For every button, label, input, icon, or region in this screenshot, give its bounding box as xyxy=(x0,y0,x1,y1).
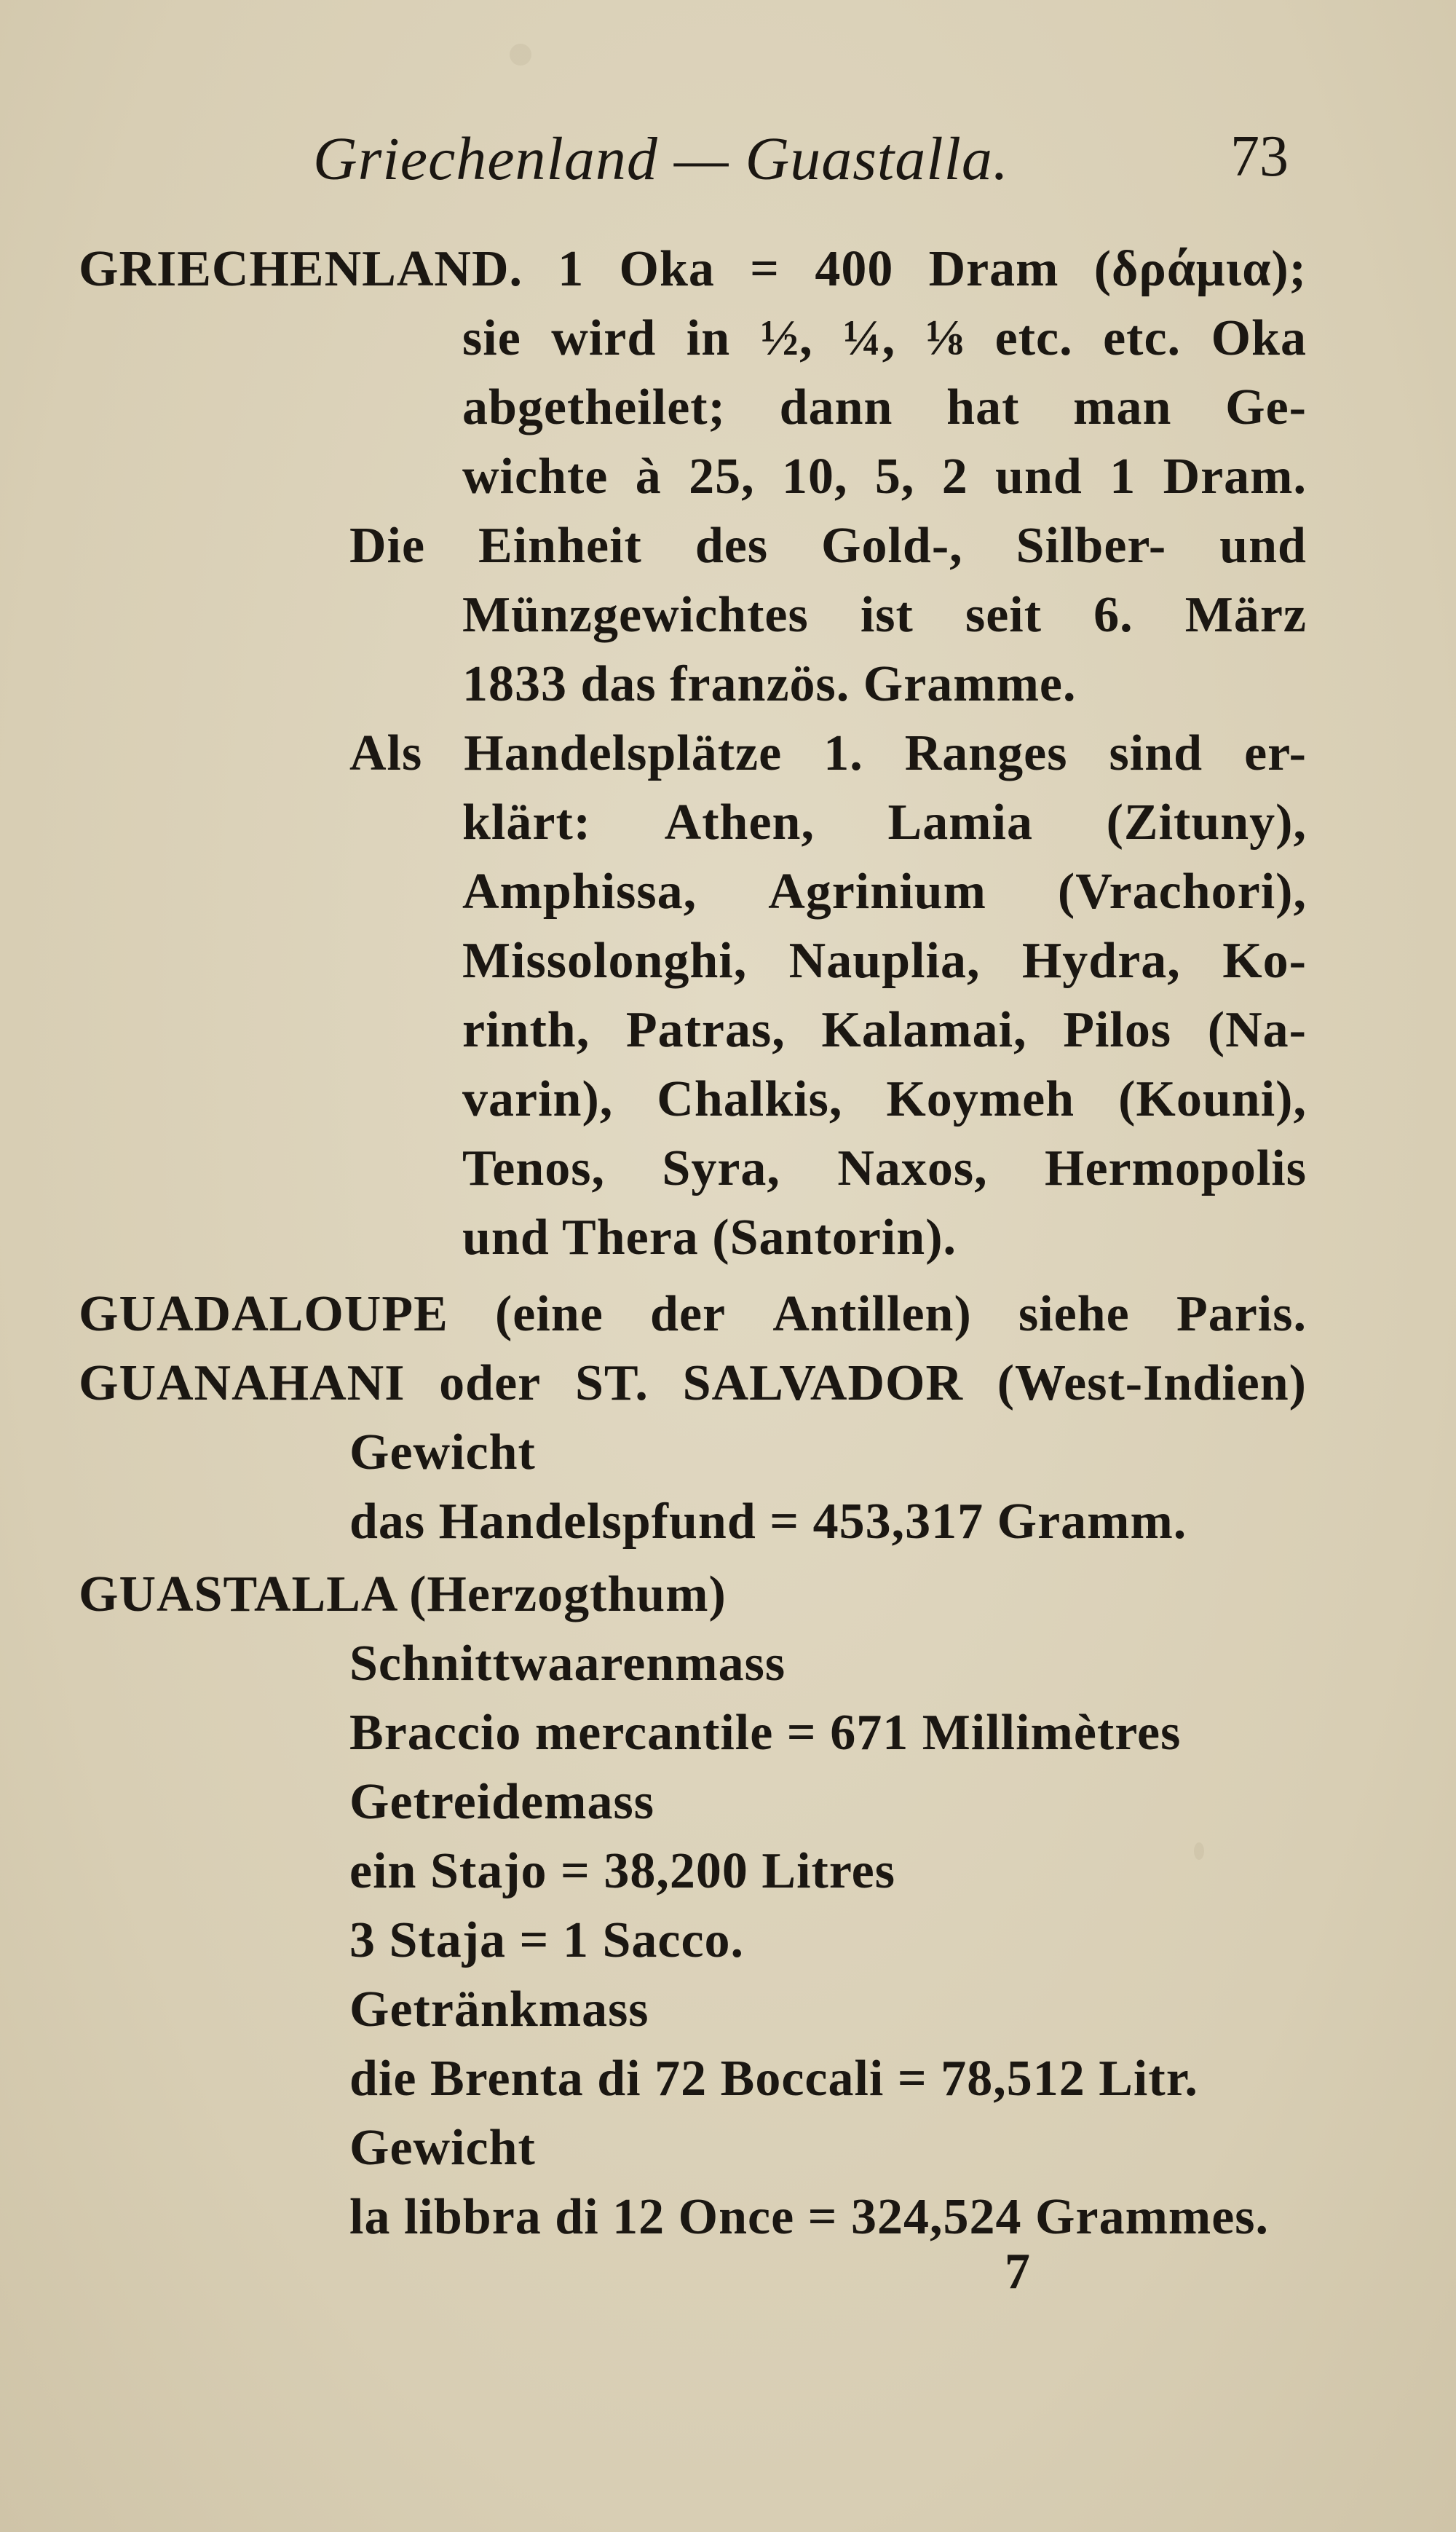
text-line: Getränkmass xyxy=(349,1981,649,2038)
text-line: klärt: Athen, Lamia (Zituny), xyxy=(462,794,1307,851)
text-line: la libbra di 12 Once = 324,524 Grammes. xyxy=(349,2189,1270,2245)
page-number: 73 xyxy=(1230,125,1289,189)
text-line: GUANAHANI oder ST. SALVADOR (West-Indien) xyxy=(79,1355,1307,1411)
text-line: Tenos, Syra, Naxos, Hermopolis xyxy=(462,1140,1307,1196)
text-line: Missolonghi, Nauplia, Hydra, Ko- xyxy=(462,933,1307,989)
text-line: GUADALOUPE (eine der Antillen) siehe Paris. xyxy=(79,1286,1307,1342)
text-line: Die Einheit des Gold-, Silber- und xyxy=(349,518,1307,574)
text-line: Braccio mercantile = 671 Millimètres xyxy=(349,1705,1182,1761)
text-line: GUASTALLA (Herzogthum) xyxy=(79,1566,727,1622)
text-line: wichte à 25, 10, 5, 2 und 1 Dram. xyxy=(462,449,1307,505)
text-line: Gewicht xyxy=(349,2120,536,2176)
text-line: Amphissa, Agrinium (Vrachori), xyxy=(462,864,1307,920)
text-line: und Thera (Santorin). xyxy=(462,1210,957,1266)
paper-spot xyxy=(1194,1842,1204,1860)
text-line: ein Stajo = 38,200 Litres xyxy=(349,1843,895,1899)
text-line: die Brenta di 72 Boccali = 78,512 Litr. xyxy=(349,2051,1198,2107)
signature-mark: 7 xyxy=(1005,2244,1030,2300)
text-line: abgetheilet; dann hat man Ge- xyxy=(462,379,1307,435)
text-line: das Handelspfund = 453,317 Gramm. xyxy=(349,1494,1187,1550)
text-line: Gewicht xyxy=(349,1424,536,1480)
paper-spot xyxy=(510,44,531,66)
text-line: 1833 das französ. Gramme. xyxy=(462,656,1077,712)
text-line: rinth, Patras, Kalamai, Pilos (Na- xyxy=(462,1002,1307,1058)
text-line: GRIECHENLAND. 1 Oka = 400 Dram (δράμια); xyxy=(79,241,1307,297)
text-line: Schnittwaarenmass xyxy=(349,1636,786,1692)
text-line: Getreidemass xyxy=(349,1774,654,1830)
text-line: Münzgewichtes ist seit 6. März xyxy=(462,587,1307,643)
running-head: Griechenland — Guastalla. xyxy=(313,125,1009,193)
page-header xyxy=(0,124,1456,204)
text-line: varin), Chalkis, Koymeh (Kouni), xyxy=(462,1071,1307,1127)
text-line: Als Handelsplätze 1. Ranges sind er- xyxy=(349,725,1307,781)
text-line: sie wird in ½, ¼, ⅛ etc. etc. Oka xyxy=(462,310,1307,366)
text-line: 3 Staja = 1 Sacco. xyxy=(349,1912,745,1968)
